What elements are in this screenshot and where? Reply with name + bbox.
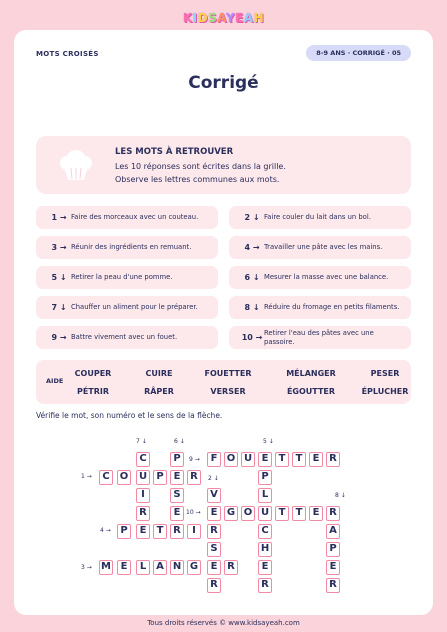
clue-number: 3 →: [51, 243, 67, 252]
clue-4: [229, 236, 411, 259]
word-bank-word: FOUETTER: [204, 369, 252, 378]
word-bank-label: AIDE: [46, 377, 64, 385]
grid-cell: R: [207, 524, 221, 539]
grid-cell: O: [224, 452, 238, 467]
clue-9: [36, 326, 218, 349]
grid-start-label: 10 →: [186, 509, 201, 516]
grid-cell: G: [187, 560, 201, 575]
grid-cell: L: [258, 488, 272, 503]
grid-cell: E: [117, 560, 131, 575]
grid-cell: T: [292, 452, 306, 467]
grid-start-label: 9 →: [189, 456, 200, 463]
word-bank-word: ÉGOUTTER: [286, 387, 336, 396]
clue-3: [36, 236, 218, 259]
logo-wordmark: KIDSAYEAH: [182, 11, 265, 25]
grid-cell: E: [170, 470, 184, 485]
clue-text: Réduire du fromage en petits filaments.: [264, 303, 400, 311]
grid-cell: T: [153, 524, 167, 539]
grid-cell: C: [258, 524, 272, 539]
footer-copyright: Tous droits réservés © www.kidsayeah.com: [147, 619, 300, 627]
grid-cell: P: [117, 524, 131, 539]
grid-cell: U: [241, 452, 255, 467]
clue-5: [36, 266, 218, 289]
worksheet-category: MOTS CROISÉS: [36, 50, 99, 58]
grid-start-label: 2 ↓: [208, 475, 219, 482]
word-bank-word: PÉTRIR: [76, 387, 110, 396]
grid-cell: T: [292, 506, 306, 521]
clue-text: Faire couler du lait dans un bol.: [264, 213, 371, 221]
grid-start-label: 7 ↓: [136, 438, 147, 445]
grid-cell: R: [207, 578, 221, 593]
grid-cell: E: [207, 560, 221, 575]
clue-text: Mesurer la masse avec une balance.: [264, 273, 389, 281]
grid-start-label: 3 →: [81, 564, 92, 571]
grid-cell: V: [207, 488, 221, 503]
grid-cell: M: [99, 560, 113, 575]
grid-cell: R: [170, 524, 184, 539]
instruction-note: Vérifie le mot, son numéro et le sens de la flèche.: [36, 411, 223, 420]
word-bank: [36, 360, 411, 404]
grid-cell: E: [258, 452, 272, 467]
clue-text: Retirer l'eau des pâtes avec une passoire.: [264, 328, 374, 346]
grid-cell: U: [258, 506, 272, 521]
word-bank-word: PESER: [370, 369, 400, 378]
grid-cell: R: [258, 578, 272, 593]
intro-line-2: Observe les lettres communes aux mots.: [115, 175, 280, 184]
worksheet-page: [14, 30, 433, 615]
grid-cell: P: [170, 452, 184, 467]
word-bank-word: ÉPLUCHER: [361, 387, 409, 396]
grid-start-label: 1 →: [81, 473, 92, 480]
intro-line-1: Les 10 réponses sont écrites dans la grille.: [115, 162, 286, 171]
worksheet-meta-badge: 8-9 ANS · CORRIGÉ · 05: [306, 45, 411, 61]
grid-cell: E: [309, 506, 323, 521]
clue-text: Battre vivement avec un fouet.: [71, 333, 178, 341]
clue-number: 6 ↓: [244, 273, 260, 282]
word-bank-word: MÉLANGER: [286, 369, 336, 378]
grid-cell: O: [241, 506, 255, 521]
clue-text: Chauffer un aliment pour le préparer.: [71, 303, 198, 311]
grid-cell: O: [117, 470, 131, 485]
clue-number: 8 ↓: [244, 303, 260, 312]
clue-6: [229, 266, 411, 289]
grid-cell: L: [136, 560, 150, 575]
grid-cell: T: [275, 452, 289, 467]
grid-cell: E: [170, 506, 184, 521]
grid-cell: P: [153, 470, 167, 485]
grid-cell: N: [170, 560, 184, 575]
grid-cell: T: [275, 506, 289, 521]
grid-cell: R: [224, 560, 238, 575]
word-bank-word: RÂPER: [144, 387, 174, 396]
clue-text: Retirer la peau d'une pomme.: [71, 273, 173, 281]
clue-7: [36, 296, 218, 319]
grid-start-label: 4 →: [100, 527, 111, 534]
grid-cell: A: [153, 560, 167, 575]
grid-cell: I: [187, 524, 201, 539]
grid-start-label: 6 ↓: [174, 438, 185, 445]
intro-panel: [36, 136, 411, 194]
clue-10: [229, 326, 411, 349]
brand-logo: [0, 7, 447, 26]
clue-2: [229, 206, 411, 229]
grid-cell: P: [326, 542, 340, 557]
grid-cell: R: [326, 578, 340, 593]
word-bank-word: COUPER: [74, 369, 112, 378]
grid-cell: E: [136, 524, 150, 539]
clue-text: Réunir des ingrédients en remuant.: [71, 243, 192, 251]
clue-text: Faire des morceaux avec un couteau.: [71, 213, 199, 221]
clue-8: [229, 296, 411, 319]
clue-number: 2 ↓: [244, 213, 260, 222]
clue-number: 7 ↓: [51, 303, 67, 312]
grid-cell: H: [258, 542, 272, 557]
clue-1: [36, 206, 218, 229]
grid-cell: I: [136, 488, 150, 503]
word-bank-word: VERSER: [210, 387, 246, 396]
grid-cell: E: [258, 560, 272, 575]
grid-start-label: 8 ↓: [335, 492, 346, 499]
grid-cell: A: [326, 524, 340, 539]
clue-number: 1 →: [51, 213, 67, 222]
grid-cell: E: [326, 560, 340, 575]
word-bank-word: CUIRE: [145, 369, 173, 378]
grid-cell: R: [136, 506, 150, 521]
page-title: Corrigé: [188, 73, 259, 93]
grid-cell: G: [224, 506, 238, 521]
grid-cell: R: [326, 452, 340, 467]
grid-cell: E: [207, 506, 221, 521]
clue-number: 10 →: [241, 333, 263, 342]
clue-number: 4 →: [244, 243, 260, 252]
grid-cell: U: [136, 470, 150, 485]
grid-cell: S: [170, 488, 184, 503]
grid-cell: F: [207, 452, 221, 467]
grid-cell: E: [309, 452, 323, 467]
intro-heading: LES MOTS À RETROUVER: [115, 147, 234, 157]
grid-cell: P: [258, 470, 272, 485]
clue-number: 9 →: [51, 333, 67, 342]
grid-cell: C: [99, 470, 113, 485]
cupcake-icon: [55, 149, 97, 181]
grid-cell: R: [187, 470, 201, 485]
grid-start-label: 5 ↓: [263, 438, 274, 445]
clue-number: 5 ↓: [51, 273, 67, 282]
grid-cell: C: [136, 452, 150, 467]
clue-text: Travailler une pâte avec les mains.: [264, 243, 383, 251]
grid-cell: S: [207, 542, 221, 557]
grid-cell: R: [326, 506, 340, 521]
